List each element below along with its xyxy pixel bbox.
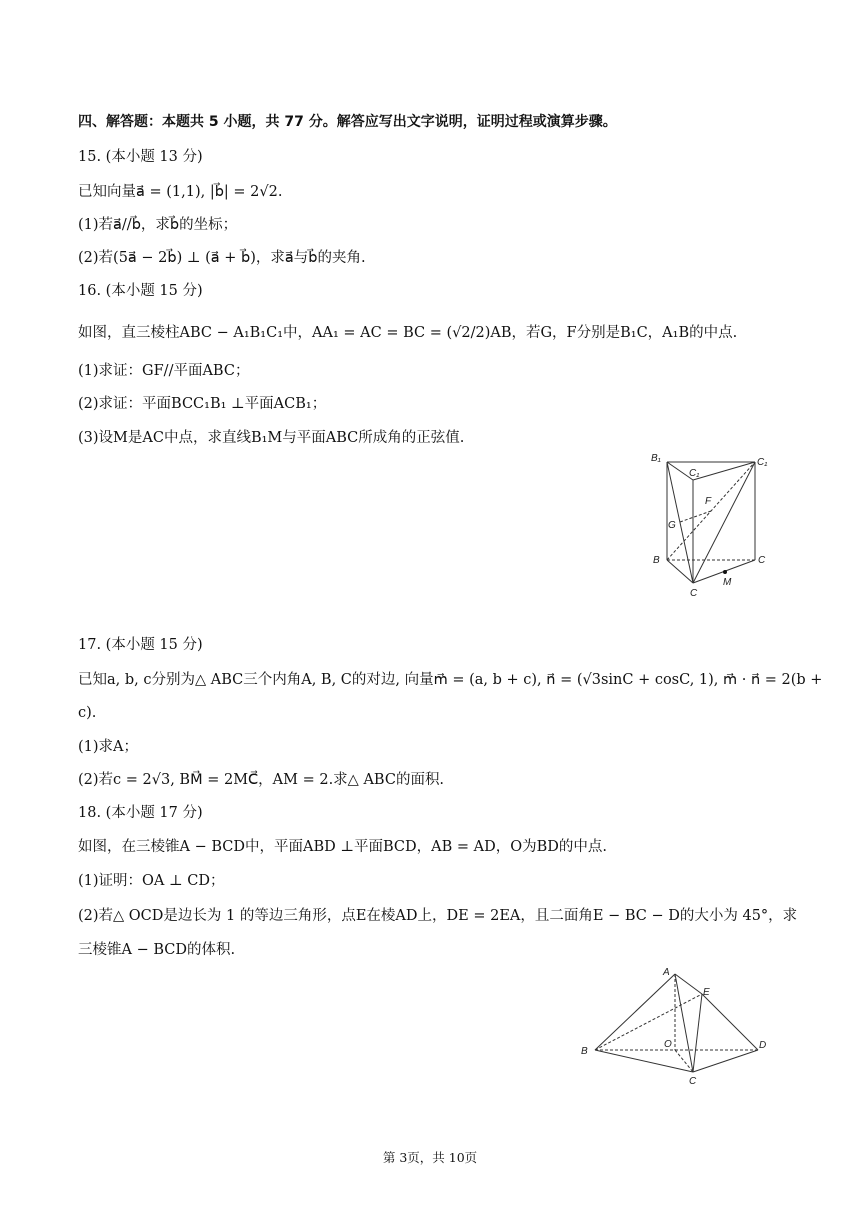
label-c-tetra: C [689,1076,697,1087]
label-b: B [653,555,660,566]
problem-15-number: 15. (本小题 13 分) [78,149,203,165]
problem-18-line-4: 三棱锥A − BCD的体积. [78,942,236,958]
page-footer: 第 3页，共 10页 [382,1150,478,1165]
label-b-tetra: B [581,1046,588,1057]
prism-figure [645,448,775,598]
label-g: G [668,520,676,531]
problem-18-line-1: 如图，在三棱锥A − BCD中，平面ABD ⊥平面BCD，AB = AD，O为BD的中点. [78,839,607,855]
label-d: D [759,1040,767,1051]
problem-18-number: 18. (本小题 17 分) [78,805,203,821]
problem-16-line-3: (2)求证：平面BCC₁B₁ ⊥平面ACB₁； [78,396,327,412]
problem-17-number: 17. (本小题 15 分) [78,637,203,653]
label-c1-right: C₁ [757,457,768,468]
section-header: 四、解答题：本题共 5 小题，共 77 分。解答应写出文字说明，证明过程或演算步骤。 [78,114,617,130]
label-a: A [663,967,670,978]
tetrahedron-figure [575,962,775,1087]
problem-17-line-1: 已知a, b, c分别为△ ABC三个内角A, B, C的对边, 向量m⃗ = (a, b + c), n⃗ = (√3sinC + cosC, 1), m⃗ · n⃗ = 2(b + [78,672,823,688]
problem-16-line-1: 如图，直三棱柱ABC − A₁B₁C₁中，AA₁ = AC = BC = (√2/2)AB，若G，F分别是B₁C，A₁B的中点. [78,325,738,341]
problem-17-line-3: (1)求A； [78,739,139,755]
label-c-right: C [758,555,766,566]
label-m: M [723,577,732,588]
label-c-bottom: C [690,588,698,598]
problem-16-line-4: (3)设M是AC中点，求直线B₁M与平面ABC所成角的正弦值. [78,430,465,446]
label-e: E [703,987,710,998]
problem-16-number: 16. (本小题 15 分) [78,283,203,299]
problem-17-line-2: c). [78,705,97,721]
label-c1-top: C₁ [689,468,700,479]
point-m-dot [723,570,727,574]
label-o: O [664,1039,672,1050]
problem-15-line-2: (1)若a⃗//b⃗，求b⃗的坐标； [78,217,238,233]
label-f: F [705,496,712,507]
problem-15-line-1: 已知向量a⃗ = (1,1), |b⃗| = 2√2. [78,184,283,200]
label-b1: B₁ [651,453,661,464]
problem-18-line-2: (1)证明：OA ⊥ CD； [78,873,225,889]
problem-15-line-3: (2)若(5a⃗ − 2b⃗) ⊥ (a⃗ + b⃗)，求a⃗与b⃗的夹角. [78,250,366,266]
problem-16-line-2: (1)求证：GF//平面ABC； [78,363,250,379]
problem-18-line-3: (2)若△ OCD是边长为 1 的等边三角形，点E在棱AD上，DE = 2EA，且二面角E − BC − D的大小为 45°，求 [78,908,798,924]
problem-17-line-4: (2)若c = 2√3, BM⃗ = 2MC⃗，AM = 2.求△ ABC的面积. [78,772,445,788]
